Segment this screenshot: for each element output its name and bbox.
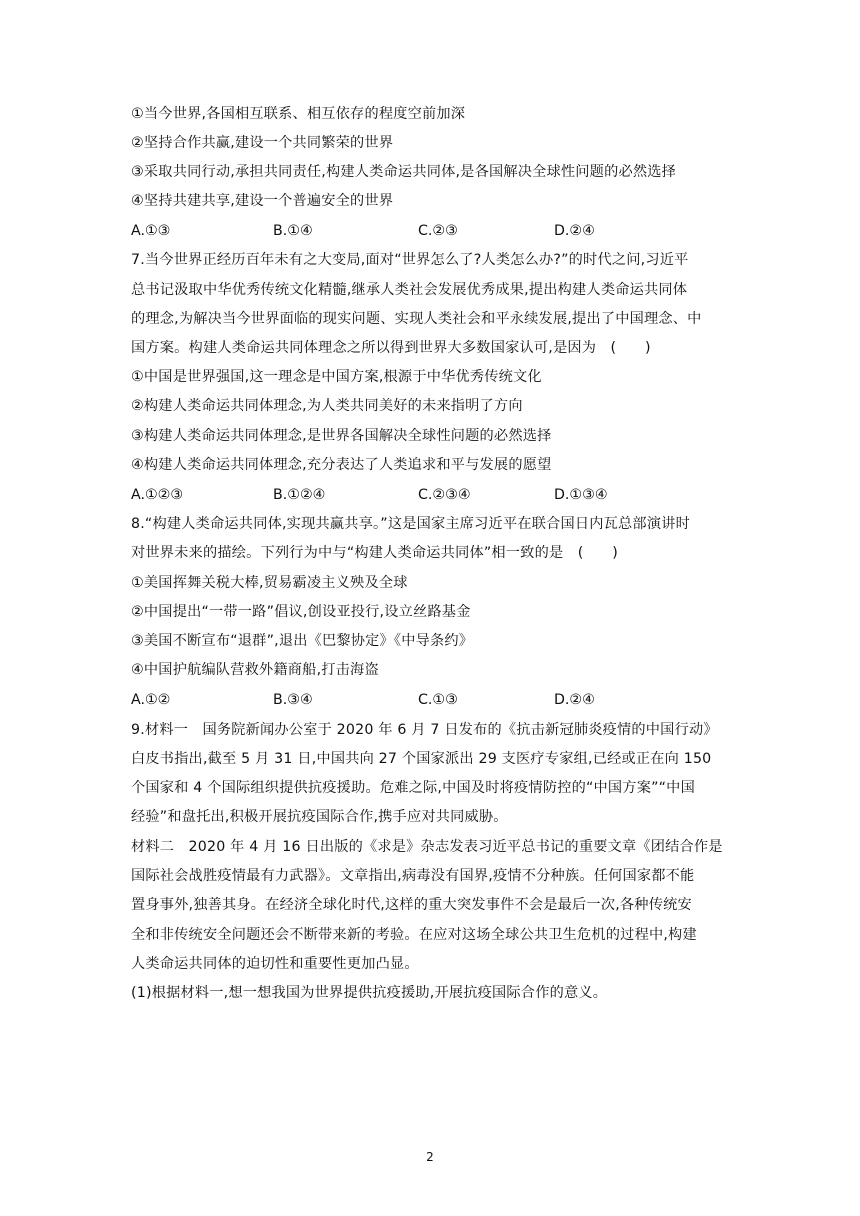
- q9-material2-line-4: 全和非传统安全问题还会不断带来新的考验。在应对这场全球公共卫生危机的过程中,构建: [131, 927, 697, 943]
- option-b: B.①④: [273, 223, 313, 239]
- q9-material2-line-2: 国际社会战胜疫情最有力武器》。文章指出,病毒没有国界,疫情不分种族。任何国家都不能: [131, 868, 695, 884]
- q7-option-d: D.①③④: [554, 487, 608, 503]
- statement-item-3: ③采取共同行动,承担共同责任,构建人类命运共同体,是各国解决全球性问题的必然选择: [131, 164, 677, 180]
- q9-material1-line-4: 经验”和盘托出,积极开展抗疫国际合作,携手应对共同威胁。: [131, 809, 508, 825]
- option-a: A.①③: [131, 223, 171, 239]
- q7-item-2: ②构建人类命运共同体理念,为人类共同美好的未来指明了方向: [131, 398, 523, 414]
- statement-item-1: ①当今世界,各国相互联系、相互依存的程度空前加深: [131, 106, 466, 122]
- q8-item-3: ③美国不断宣布“退群”,退出《巴黎协定》《中导条约》: [131, 633, 474, 649]
- q8-option-a: A.①②: [131, 692, 171, 708]
- q7-stem-line-3: 的理念,为解决当今世界面临的现实问题、实现人类社会和平永续发展,提出了中国理念、中: [131, 311, 702, 327]
- q8-stem-line-2: 对世界未来的描绘。下列行为中与“构建人类命运共同体”相一致的是 ( ): [131, 545, 618, 561]
- q7-stem-line-1: 7.当今世界正经历百年未有之大变局,面对“世界怎么了?人类怎么办?”的时代之问,习近平: [131, 252, 689, 268]
- q9-material1-line-2: 白皮书指出,截至 5 月 31 日,中国共向 27 个国家派出 29 支医疗专家组,已经或正在向 150: [131, 751, 712, 767]
- q9-material1-line-3: 个国家和 4 个国际组织提供抗疫援助。危难之际,中国及时将疫情防控的“中国方案”“中国: [131, 780, 695, 796]
- q8-option-b: B.③④: [273, 692, 313, 708]
- q8-stem-line-1: 8.“构建人类命运共同体,实现共赢共享。”这是国家主席习近平在联合国日内瓦总部演讲时: [131, 516, 690, 532]
- q7-stem-line-4: 国方案。构建人类命运共同体理念之所以得到世界大多数国家认可,是因为 ( ): [131, 340, 651, 356]
- q7-option-b: B.①②④: [273, 487, 326, 503]
- statement-item-2: ②坚持合作共赢,建设一个共同繁荣的世界: [131, 135, 394, 151]
- q7-option-a: A.①②③: [131, 487, 184, 503]
- q8-item-2: ②中国提出“一带一路”倡议,创设亚投行,设立丝路基金: [131, 604, 471, 620]
- q8-option-d: D.②④: [554, 692, 595, 708]
- q7-item-1: ①中国是世界强国,这一理念是中国方案,根源于中华优秀传统文化: [131, 369, 542, 385]
- q7-stem-line-2: 总书记汲取中华优秀传统文化精髓,继承人类社会发展优秀成果,提出构建人类命运共同体: [131, 282, 688, 298]
- statement-item-4: ④坚持共建共享,建设一个普遍安全的世界: [131, 193, 394, 209]
- q7-option-c: C.②③④: [418, 487, 471, 503]
- q9-material2-line-5: 人类命运共同体的迫切性和重要性更加凸显。: [131, 956, 419, 972]
- q9-material1-line-1: 9.材料一 国务院新闻办公室于 2020 年 6 月 7 日发布的《抗击新冠肺炎疫情的中国行动》: [131, 722, 718, 738]
- q7-item-4: ④构建人类命运共同体理念,充分表达了人类追求和平与发展的愿望: [131, 457, 552, 473]
- q9-material2-line-3: 置身事外,独善其身。在经济全球化时代,这样的重大突发事件不会是最后一次,各种传统安: [131, 897, 692, 913]
- page-number: 2: [426, 1150, 434, 1164]
- q8-option-c: C.①③: [418, 692, 458, 708]
- q8-item-4: ④中国护航编队营救外籍商船,打击海盗: [131, 662, 379, 678]
- q7-item-3: ③构建人类命运共同体理念,是世界各国解决全球性问题的必然选择: [131, 428, 552, 444]
- q9-material2-line-1: 材料二 2020 年 4 月 16 日出版的《求是》杂志发表习近平总书记的重要文章《团结合作是: [131, 839, 723, 855]
- option-d: D.②④: [554, 223, 595, 239]
- q9-question-1: (1)根据材料一,想一想我国为世界提供抗疫援助,开展抗疫国际合作的意义。: [131, 985, 608, 1001]
- q8-item-1: ①美国挥舞关税大棒,贸易霸凌主义殃及全球: [131, 575, 408, 591]
- option-c: C.②③: [418, 223, 458, 239]
